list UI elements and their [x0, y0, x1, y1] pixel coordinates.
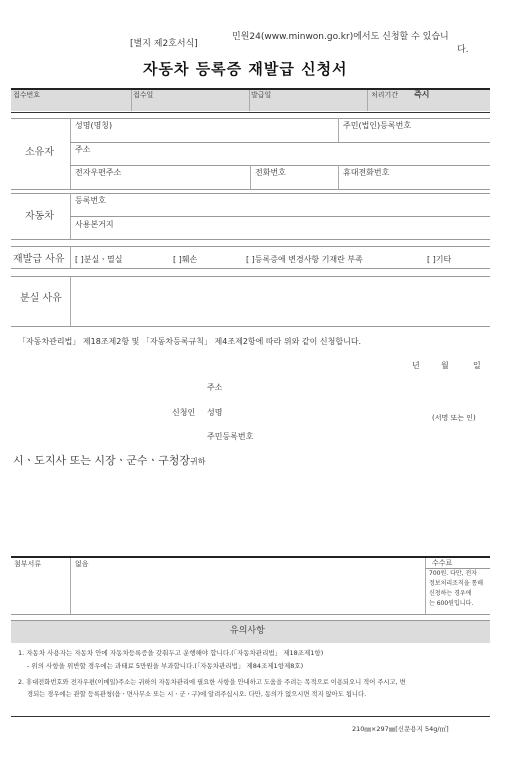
fee-line-2: 정보처리조직을 통해 [429, 580, 484, 587]
divider [367, 90, 368, 111]
divider [338, 165, 339, 189]
note-2: 2. 휴대전화번호와 전자우편(이메일)주소는 귀하의 자동차관리에 필요한 사항을 안내하고 도움을 주려는 목적으로 이용되오니 적어 주시고, 변 [18, 679, 406, 686]
attachments-label: 첨부서류 [14, 560, 42, 568]
form-number: [별지 제2호서식] [130, 39, 198, 49]
divider [11, 239, 490, 240]
divider [425, 558, 426, 614]
vehicle-reg-no-label[interactable]: 등록번호 [75, 196, 106, 205]
processing-period-label: 처리기간 [371, 91, 399, 99]
vehicle-garage-label[interactable]: 사용본거지 [75, 220, 114, 229]
online-notice: 민원24(www.minwon.go.kr)에서도 신청할 수 있습니 [232, 32, 449, 42]
owner-reg-no-label[interactable]: 주민(법인)등록번호 [343, 121, 412, 130]
receipt-date-label: 접수일 [133, 91, 154, 99]
fee-title: 수수료 [432, 559, 453, 567]
divider [70, 216, 490, 217]
page-title: 자동차 등록증 재발급 신청서 [143, 60, 348, 78]
owner-email-label[interactable]: 전자우편주소 [75, 168, 122, 177]
divider [70, 142, 490, 143]
divider [250, 165, 251, 189]
reason-damage-checkbox[interactable]: [ ]훼손 [173, 255, 198, 264]
divider [11, 112, 490, 113]
reason-lost-checkbox[interactable]: [ ]분실ㆍ멸실 [75, 255, 123, 264]
date-year[interactable]: 년 [412, 361, 420, 370]
divider [70, 165, 490, 166]
divider [11, 276, 490, 277]
applicant-name-label[interactable]: 성명 [207, 408, 223, 417]
date-day[interactable]: 일 [473, 361, 481, 370]
divider [11, 620, 490, 621]
divider [338, 118, 339, 142]
owner-phone-label[interactable]: 전화번호 [255, 168, 286, 177]
divider [11, 614, 490, 615]
divider [70, 558, 71, 614]
vehicle-section-label: 자동차 [25, 211, 54, 222]
divider [131, 90, 132, 111]
reason-section-label: 재발급 사유 [13, 254, 65, 265]
divider [249, 90, 250, 111]
divider [11, 193, 490, 194]
divider [11, 268, 490, 269]
divider [70, 118, 71, 189]
reason-change-checkbox[interactable]: [ ]등록증에 변경사항 기재란 부족 [246, 255, 363, 264]
issue-date-label: 발급일 [251, 91, 272, 99]
online-notice-cont: 다. [457, 45, 469, 55]
owner-mobile-label[interactable]: 휴대전화번호 [343, 168, 390, 177]
applicant-role: 신청인 [172, 408, 196, 417]
note-1-sub: - 위의 사항을 위반할 경우에는 과태료 5만원을 부과합니다.(「자동차관리법」 제84조제1항제8호) [27, 662, 304, 670]
divider [70, 246, 71, 268]
divider [70, 276, 71, 326]
fee-line-3: 신청하는 경우에 [429, 590, 472, 597]
signature-label[interactable]: (서명 또는 인) [432, 414, 476, 422]
divider [11, 118, 490, 119]
addressee-suffix: 귀하 [190, 457, 206, 466]
loss-reason-field[interactable] [72, 278, 488, 324]
owner-address-label[interactable]: 주소 [75, 145, 91, 154]
attachments-value: 없음 [75, 560, 89, 568]
owner-name-label[interactable]: 성명(명칭) [75, 121, 113, 130]
receipt-no-label: 접수번호 [13, 91, 41, 99]
note-1: 1. 자동차 사용자는 자동차 안에 자동차등록증을 갖춰두고 운행해야 합니다.(「자동차관리법」 제18조제1항) [18, 649, 324, 657]
note-2-cont: 경되는 경우에는 관할 등록관청(읍ㆍ면사무소 또는 시ㆍ군ㆍ구)에 알려주십시오. 다만, 동의가 없으시면 적지 않아도 됩니다. [27, 691, 367, 698]
addressee [13, 455, 205, 466]
divider [11, 716, 490, 717]
divider [11, 326, 490, 327]
addressee-name: 시ㆍ도지사 또는 시장ㆍ군수ㆍ구청장 [13, 454, 191, 467]
reason-other-checkbox[interactable]: [ ]기타 [427, 255, 452, 264]
applicant-reg-no-label[interactable]: 주민등록번호 [207, 432, 254, 441]
divider [11, 556, 490, 558]
notes-title: 유의사항 [230, 626, 265, 636]
loss-reason-label: 분실 사유 [20, 293, 62, 304]
fee-line-4: 는 600원입니다. [429, 600, 474, 607]
divider [11, 189, 490, 190]
application-statement: 「자동차관리법」 제18조제2항 및 「자동차등록규칙」 제4조제2항에 따라 위와 같이 신청합니다. [18, 337, 362, 346]
divider [11, 246, 490, 247]
paper-size: 210㎜×297㎜[신문용지 54g/㎡] [352, 725, 449, 733]
applicant-address-label[interactable]: 주소 [207, 383, 223, 392]
owner-section-label: 소유자 [25, 147, 54, 158]
processing-period-value: 즉시 [414, 90, 430, 99]
fee-line-1: 700원. 다만, 전자 [429, 570, 478, 577]
date-month[interactable]: 월 [441, 361, 449, 370]
divider [425, 568, 490, 569]
